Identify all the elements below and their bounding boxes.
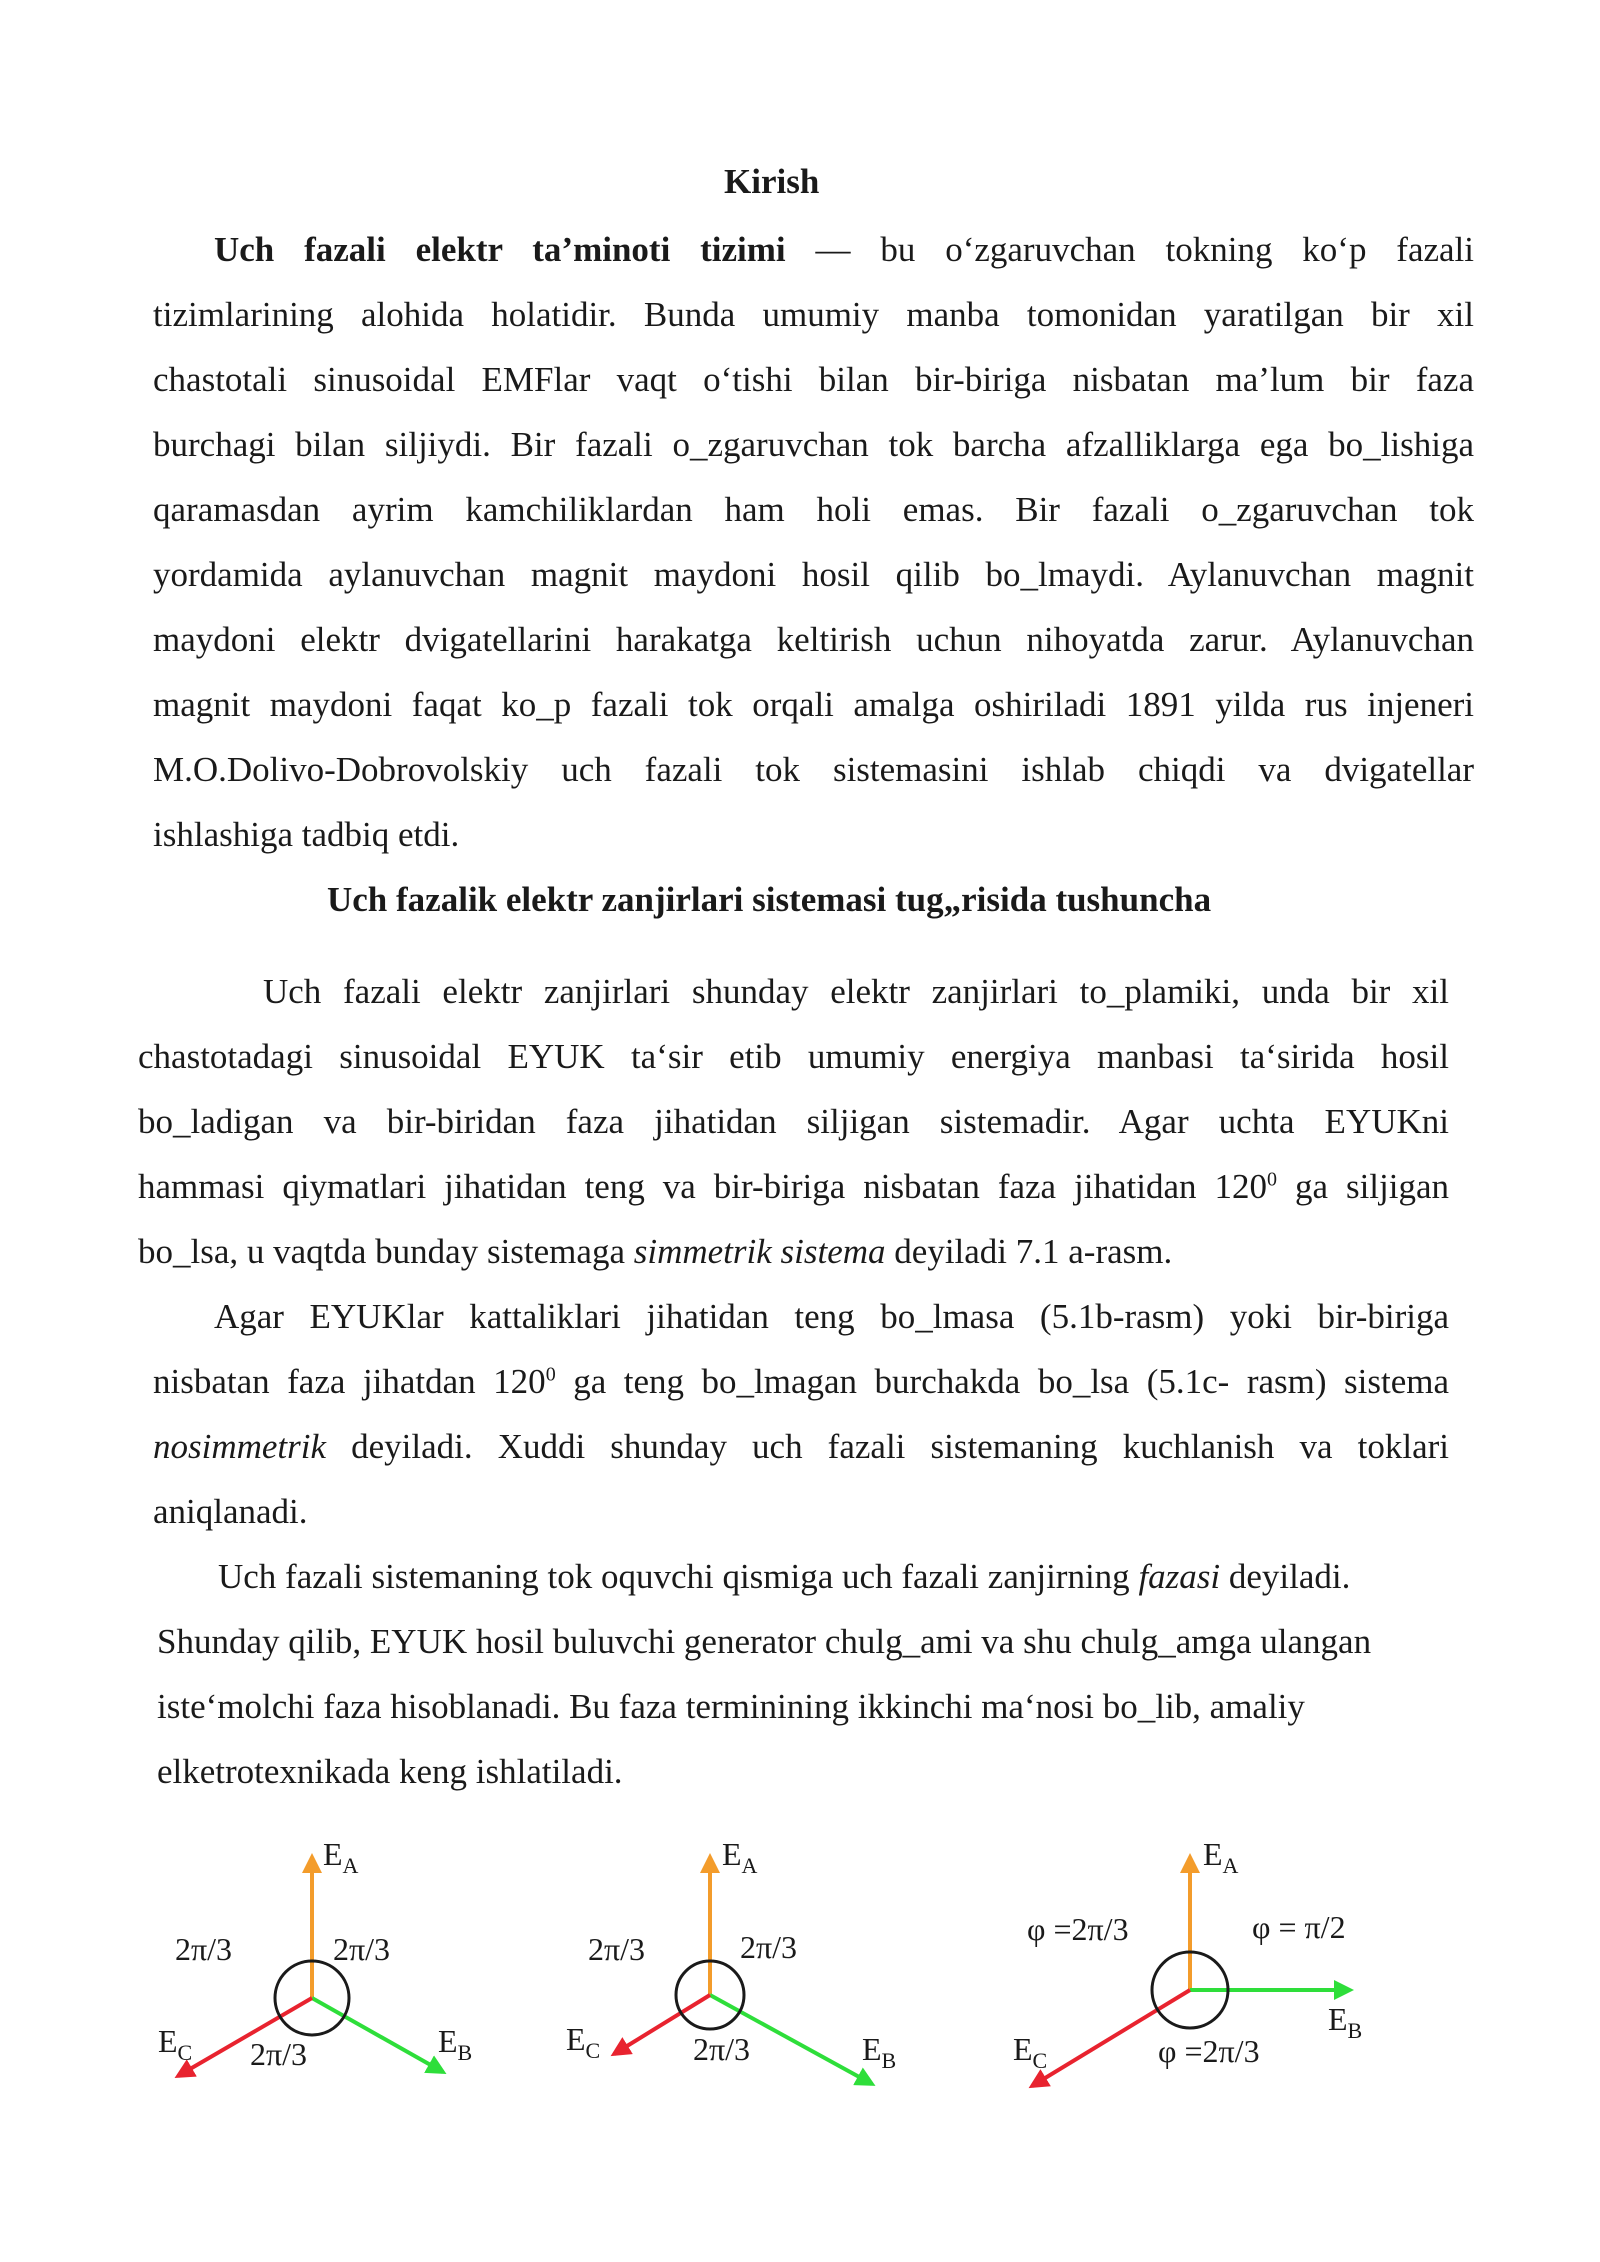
phasor-diagram-c xyxy=(1013,1836,1362,2086)
para2-line-4 xyxy=(138,1167,1449,1207)
para3-line-1: Agar EYUKlar kattaliklari jihatidan teng bo_lmasa (5.1b-rasm) yoki bir-biriga xyxy=(214,1297,1449,1336)
intro-line-3: chastotali sinusoidal EMFlar vaqt o‘tishi bilan bir-biriga nisbatan ma’lum bir faza xyxy=(153,360,1474,399)
para2-line-5 xyxy=(138,1232,1172,1272)
intro-line-7: maydoni elektr dvigatellarini harakatga keltirish uchun nihoyatda zarur. Aylanuvchan xyxy=(153,620,1474,659)
label-eb: $E_B$ xyxy=(862,2031,897,2073)
label-ea: $E_A$ xyxy=(722,1836,758,1878)
phasor-eb xyxy=(312,1998,443,2072)
intro-line-4: burchagi bilan siljiydi. Bir fazali o_zgaruvchan tok barcha afzalliklarga ega bo_lishiga xyxy=(153,425,1474,464)
section-title: Uch fazalik elektr zanjirlari sistemasi tug„risida tushuncha xyxy=(327,880,1212,919)
para3-line-2-rest: ga teng bo_lmagan burchakda bo_lsa (5.1c- rasm) sistema xyxy=(555,1362,1450,1401)
angle-label-right: 2π/3 xyxy=(333,1931,391,1967)
angle-label-right: 2π/3 xyxy=(740,1929,798,1965)
angle-label-bottom: φ =2π/3 xyxy=(1158,2033,1260,2069)
para2-line-2: chastotadagi sinusoidal EYUK ta‘sir etib umumiy energiya manbasi ta‘sirida hosil xyxy=(138,1037,1449,1076)
degree-superscript: 0 xyxy=(545,1363,556,1386)
phase-term: fazasi xyxy=(1138,1557,1221,1596)
symmetric-term: simmetrik sistema xyxy=(633,1232,886,1271)
angle-label-left: φ =2π/3 xyxy=(1027,1911,1129,1947)
intro-line-1 xyxy=(214,230,1474,270)
para3-line-3-rest: deyiladi. Xuddi shunday uch fazali sistemaning kuchlanish va toklari xyxy=(326,1427,1449,1466)
para4-line-1 xyxy=(218,1557,1350,1597)
para2-line-5-rest: deyiladi 7.1 a-rasm. xyxy=(885,1232,1173,1271)
label-ec: $E_C$ xyxy=(566,2021,601,2063)
label-ec: $E_C$ xyxy=(158,2023,193,2065)
intro-line-2: tizimlarining alohida holatidir. Bunda umumiy manba tomonidan yaratilgan bir xil xyxy=(153,295,1474,334)
para4-line-2: Shunday qilib, EYUK hosil buluvchi generator chulg_ami va shu chulg_amga ulangan xyxy=(157,1622,1372,1661)
intro-line-8: magnit maydoni faqat ko_p fazali tok orqali amalga oshiriladi 1891 yilda rus injeneri xyxy=(153,685,1474,724)
intro-term: Uch fazali elektr ta’minoti tizimi xyxy=(214,230,786,269)
label-ec: $E_C$ xyxy=(1013,2031,1048,2073)
degree-superscript: 0 xyxy=(1266,1168,1277,1191)
label-ea: $E_A$ xyxy=(1203,1836,1239,1878)
para2-line-1: Uch fazali elektr zanjirlari shunday elektr zanjirlari to_plamiki, unda bir xil xyxy=(263,972,1449,1011)
label-eb: $E_B$ xyxy=(1328,2001,1363,2043)
intro-line-9: M.O.Dolivo-Dobrovolskiy uch fazali tok sistemasini ishlab chiqdi va dvigatellar xyxy=(153,750,1474,789)
para4-line-1-text: Uch fazali sistemaning tok oquvchi qismiga uch fazali zanjirning xyxy=(218,1557,1139,1596)
para2-line-4-rest: ga siljigan xyxy=(1276,1167,1449,1206)
para2-line-5-text: bo_lsa, u vaqtda bunday sistemaga xyxy=(138,1232,634,1271)
angle-label-bottom: 2π/3 xyxy=(250,2036,308,2072)
para4-line-3: iste‘molchi faza hisoblanadi. Bu faza terminining ikkinchi ma‘nosi bo_lib, amaliy xyxy=(157,1687,1305,1726)
intro-line-1-rest: — bu o‘zgaruvchan tokning ko‘p fazali xyxy=(785,230,1474,269)
para2-line-3: bo_ladigan va bir-biridan faza jihatidan siljigan sistemadir. Agar uchta EYUKni xyxy=(138,1102,1449,1141)
para3-line-3 xyxy=(153,1427,1449,1467)
para2-line-4-text: hammasi qiymatlari jihatidan teng va bir-biriga nisbatan faza jihatidan 120 xyxy=(138,1167,1267,1206)
label-eb: $E_B$ xyxy=(438,2023,473,2065)
para3-line-2 xyxy=(153,1362,1449,1402)
phasor-diagram-b xyxy=(566,1836,896,2084)
intro-line-6: yordamida aylanuvchan magnit maydoni hosil qilib bo_lmaydi. Aylanuvchan magnit xyxy=(153,555,1474,594)
para3-line-4: aniqlanadi. xyxy=(153,1492,308,1531)
angle-label-bottom: 2π/3 xyxy=(693,2031,751,2067)
phasor-diagrams xyxy=(0,1820,1600,2120)
angle-label-right: φ = π/2 xyxy=(1252,1909,1346,1945)
intro-line-5: qaramasdan ayrim kamchiliklardan ham holi emas. Bir fazali o_zgaruvchan tok xyxy=(153,490,1474,529)
para3-line-2-text: nisbatan faza jihatdan 120 xyxy=(153,1362,546,1401)
para4-line-4: elketrotexnikada keng ishlatiladi. xyxy=(157,1752,623,1791)
angle-label-left: 2π/3 xyxy=(588,1931,646,1967)
asymmetric-term: nosimmetrik xyxy=(153,1427,327,1466)
label-ea: $E_A$ xyxy=(323,1836,359,1878)
angle-label-left: 2π/3 xyxy=(175,1931,233,1967)
phasor-diagram-a xyxy=(158,1836,472,2076)
para4-line-1-rest: deyiladi. xyxy=(1220,1557,1351,1596)
intro-line-10: ishlashiga tadbiq etdi. xyxy=(153,815,460,854)
page-title: Kirish xyxy=(724,162,820,201)
